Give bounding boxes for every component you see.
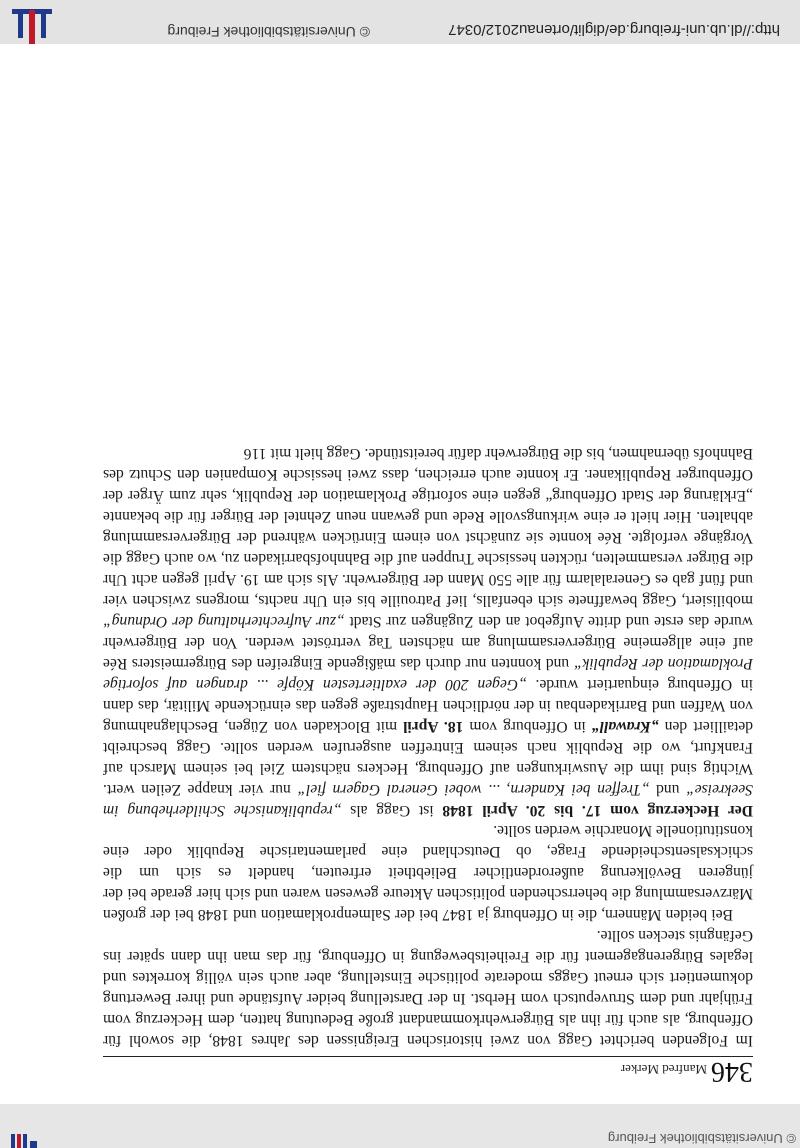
text-run: ist Gagg als [341, 801, 443, 819]
paragraph-3 [103, 442, 753, 819]
page-header [103, 1056, 753, 1085]
running-head-author: Manfred Merker [620, 1062, 707, 1077]
text-run: nur vier knappe Zeilen wert. Wichtig sind ihm die Auswirkungen auf Offenburg, Heckers nächstem Ziel bei seinem Marsch auf Frankfurt, wo die Republik nach seinem Eintreffen ausgerufen werden sollte. Gagg beschreibt detailliert den [103, 717, 753, 798]
page-number: 346 [711, 1056, 753, 1087]
text-run: und [649, 780, 687, 798]
library-credit-top: © Universitätsbibliothek Freiburg [607, 1131, 796, 1146]
quote: „Gegen 200 der exaltiertesten Köpfe ... drangen auf sofortige Proklamation der Republik“ [103, 654, 753, 693]
text-run: und konnten nur durch das mäßigende Eingreifen des Bürgermeisters Rée auf eine allgemeine Bürgerversammlung am nächsten Tag vertröstet werden. Von der Bürgerwehr wurde das erste und dritte Aufgebot an den Zugängen zur Stadt [103, 612, 753, 672]
paragraph-2: Bei beiden Männern, die in Offenburg ja 1847 bei der Salmenproklamation und 1848 bei der großen Märzversammlung die beherrschenden politischen Akteure gewesen waren und sich hier gerade bei der jüngeren Bevölkerung außerordentlicher Beliebtheit erfreuten, handelt es sich um die schicksalsentscheidende Frage, ob Deutschland eine parlamentarische Republik oder eine konstitutionelle Monarchie werden sollte. [103, 822, 753, 924]
top-bar [0, 1104, 800, 1148]
quote: „zur Aufrechterhaltung der Ordnung“ [103, 612, 345, 630]
library-credit-bottom: © Universitätsbibliothek Freiburg [167, 24, 370, 40]
source-url: http://dl.ub.uni-freiburg.de/diglit/ortenau2012/0347 [448, 21, 780, 38]
body-text [103, 442, 753, 1050]
paragraph-1: Im Folgenden berichtet Gagg von zwei historischen Ereignissen des Jahres 1848, die sowohl für Offenburg, als auch für ihn als Bürgerwehrkommandant große Bedeutung hatten, dem Heckerzug vom Frühjahr und dem Struveputsch vom Herbst. In der Darstellung beider Aufstände und ihrer Bewertung dokumentiert sich erneut Gaggs moderate politische Einstellung, aber auch sein völlig korrektes und legales Bürgerengagement für die Freiheitsbewegung in Offenburg, für das man ihn dann später ins Gefängnis stecken sollte. [103, 927, 753, 1049]
bottom-bar [0, 0, 800, 44]
university-logo-icon [5, 1134, 37, 1148]
quote: „republikanische Schilderhebung im Seekreise“ [103, 780, 753, 819]
quote-krawall: „Krawall“ [591, 717, 659, 735]
heckerzug-heading: Der Heckerzug vom 17. bis 20. April 1848 [442, 801, 753, 819]
text-run: mit Blockaden von Zügen, Beschlagnahmung von Waffen und Barrikadenbau in der nördlichen Hauptstraße gegen das einrückende Militär, das dann in Offenburg einquartiert wurde. [103, 675, 753, 735]
university-logo-icon [12, 0, 52, 44]
text-run: in Offenburg vom [463, 717, 592, 735]
date-18-april: 18. April [403, 717, 464, 735]
quote: „Treffen bei Kandern, ... wobei General Gagern fiel“ [297, 780, 650, 798]
text-run: mobilisiert, Gagg bewaffnete sich ebenfalls, lief Patrouille bis ein Uhr nachts, morgens zwischen vier und fünf gab es Generalalarm für alle 550 Mann der Bürgerwehr. Als sich am 19. April gegen acht Uhr die Bürger versammelten, rückten hessische Truppen auf die Bahnhofsbarrikaden zu, wo auch Gagg die Vorgänge verfolgte. Rée konnte sie zunächst von einem Einrücken während der Bürgerversammlung abhalten. Hier hielt er eine wirkungsvolle Rede und gewann neun Zehntel der Bürger für die bekannte „Erklärung der Stadt Offenburg“ gegen eine sofortige Proklamation der Republik, sehr zum Ärger der Offenburger Republikaner. Er konnte auch erreichen, dass zwei hessische Kompanien den Schutz des Bahnhofs übernahmen, bis die Bürgerwehr dafür bereitstünde. Gagg hielt mit 116 [103, 445, 753, 609]
